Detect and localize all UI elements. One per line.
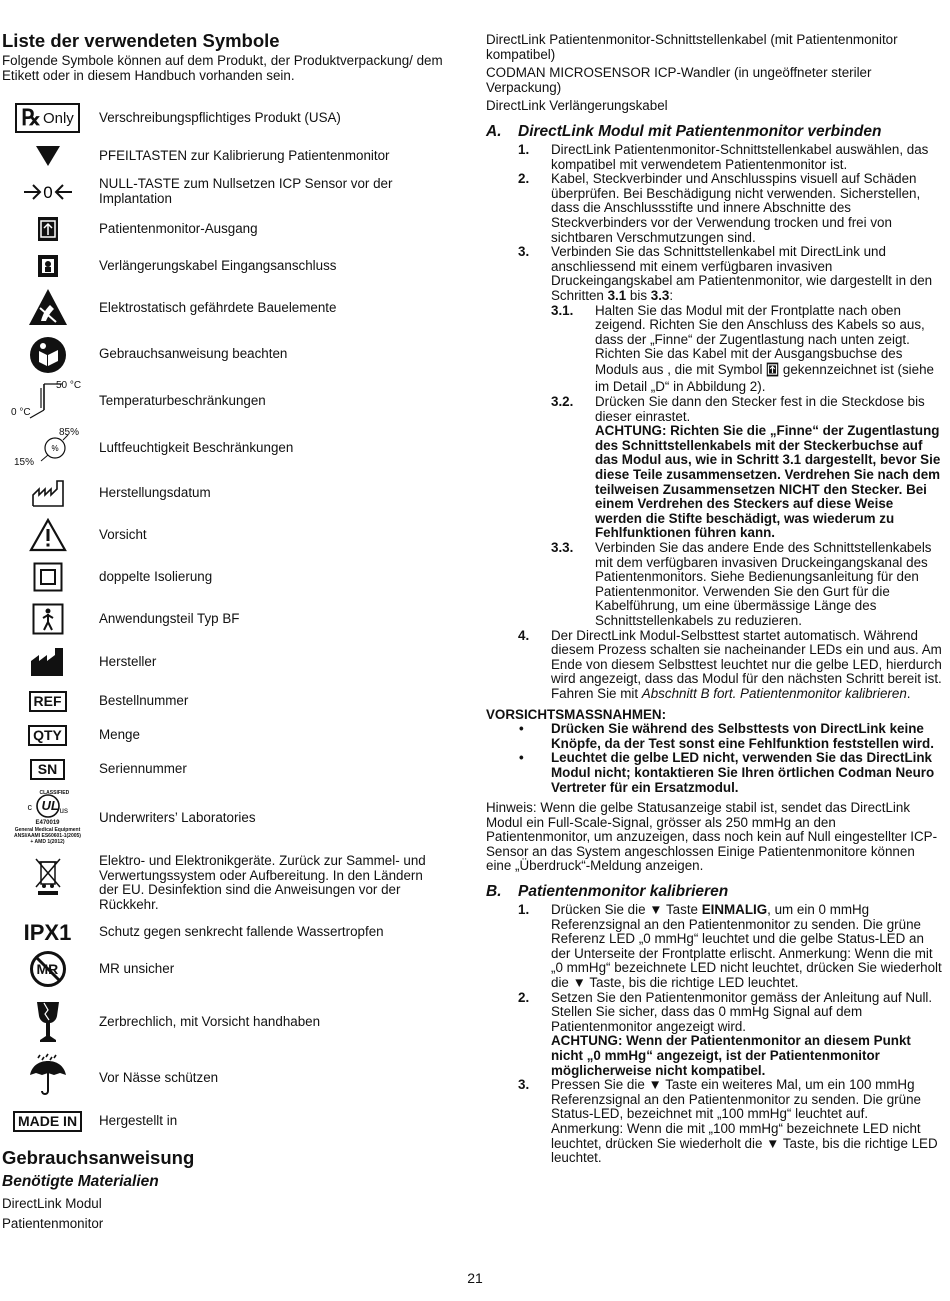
symbol-row [0, 790, 455, 848]
symbols-column [2, 30, 457, 83]
usage-section [2, 1147, 457, 1234]
manufacture-date-icon [0, 478, 95, 508]
symbol-label: Patientenmonitor-Ausgang [99, 221, 258, 236]
warning-text: ACHTUNG: Wenn der Patientenmonitor an diesem Punkt nicht „0 mmHg“ angezeigt, ist der Patientenmonitor möglicherweise nicht kompatibel. [551, 1033, 911, 1078]
symbols-title: Liste der verwendeten Symbole [2, 30, 280, 51]
made-in-box: MADE IN [13, 1111, 82, 1132]
caution-icon [0, 517, 95, 553]
step-a3-1: 3.1. Halten Sie das Modul mit der Frontplatte nach oben zeigend. Richten Sie den Anschluss des Kabels so aus, dass der „Finne“ der Zugentlastung nach unten zeigt. Richten Sie das Kabel mit der Ausgangsbuchse des Moduls aus , die mit Symbol gekennzeichnet ist (siehe im Detail „D“ in Abbildung 2). [551, 302, 935, 395]
ul-icon: CLASSIFIED UL c us E470019 General Medical Equipment ANSI/AAMI ES60601-1(2005) + AMD 1(2012) [14, 790, 81, 845]
ul-us: us [59, 806, 68, 815]
symbol-row [0, 602, 455, 636]
symbol-label: Vorsicht [99, 527, 147, 542]
step-number: 3.1. [551, 302, 574, 318]
symbol-row [0, 722, 455, 748]
step-a3-2 [486, 395, 942, 541]
step-text: Drücken Sie dann den Stecker fest in die Steckdose bis dieser einrastet. [595, 394, 925, 424]
section-b-heading [486, 882, 942, 901]
step-text: Setzen Sie den Patientenmonitor gemäss der Anleitung auf Null. Stellen Sie sicher, dass das 0 mmHg Signal auf dem Patientenmonitor angezeigt wird. [551, 989, 933, 1034]
symbol-label: Luftfeuchtigkeit Beschränkungen [99, 440, 294, 455]
symbol-row [0, 427, 455, 469]
rx-symbol: ℞ [21, 105, 41, 130]
symbol-row [0, 920, 455, 946]
ref-icon [0, 688, 95, 714]
symbol-label: Herstellungsdatum [99, 485, 211, 500]
symbol-label: Elektro- und Elektronikgeräte. Zurück zur Sammel- und Verwertungssystem oder Aufbereitung. In den Ländern der EU. Desinfektion sind die Anweisungen vor der Rückkehr. [99, 853, 426, 912]
sn-box: SN [30, 759, 65, 780]
monitor-output-icon [0, 215, 95, 243]
step-text: Drücken Sie die ▼ Taste [551, 902, 702, 918]
usage-title: Gebrauchsanweisung [2, 1147, 195, 1168]
section-a-heading [486, 122, 942, 141]
step-number: 2. [518, 989, 530, 1005]
double-insulation-icon [0, 561, 95, 593]
step-text: Halten Sie das Modul mit der Frontplatte nach oben zeigend. Richten Sie den Anschluss des Kabels so aus, dass der „Finne“ der Zugentlastung nach unten zeigt. Richten Sie das Kabel mit der Ausgangsbuchse des Moduls aus , die mit Symbol [595, 302, 925, 377]
symbol-row [0, 517, 455, 553]
esd-icon [0, 287, 95, 327]
symbols-intro: Folgende Symbole können auf dem Produkt, der Produktverpackung/ dem Etikett oder in diesem Handbuch vorhanden sein. [2, 53, 443, 83]
symbol-row [0, 756, 455, 782]
svg-text:%: % [50, 444, 59, 453]
step-a2 [486, 172, 942, 245]
material-item: DirectLink Patientenmonitor-Schnittstellenkabel (mit Patientenmonitor kompatibel) [486, 32, 898, 62]
bf-part-icon [0, 602, 95, 636]
step-b1: 1. Drücken Sie die ▼ Taste EINMALIG, um ein 0 mmHg Referenzsignal an den Patientenmonitor zu senden. Die grüne Referenz LED „0 mmHg“ leuchtet und die gelbe Status-LED an der Unterseite der Frontplatte erlischt. Anmerkung: Wenn die mit „0 mmHg“ bezeichnete LED nicht leuchtet, drücken Sie wiederholt die ▼ Taste, bis die richtige LED leuchtet. [518, 902, 942, 991]
section-title: DirectLink Modul mit Patientenmonitor verbinden [518, 122, 882, 140]
symbol-label: Schutz gegen senkrecht fallende Wassertropfen [99, 924, 384, 939]
instructions-column [486, 33, 942, 1166]
symbol-label: Bestellnummer [99, 693, 189, 708]
symbol-row [0, 998, 455, 1046]
symbol-label: Temperaturbeschränkungen [99, 393, 266, 408]
humidity-icon [0, 427, 95, 469]
symbol-label: Hersteller [99, 654, 157, 669]
symbol-label: Underwriters’ Laboratories [99, 810, 256, 825]
symbol-row [0, 645, 455, 679]
note-text: Hinweis: Wenn die gelbe Statusanzeige stabil ist, sendet das DirectLink Modul ein Full-Scale-Signal, grösser als 250 mmHg an den Patientenmonitor, um anzuzeigen, dass noch kein auf Null eingestellter ICP-Sensor an das System angeschlossen Einige Patientenmonitore können eine „Überdruck“-Meldung anzeigen. [486, 800, 938, 874]
qty-box: QTY [28, 725, 67, 746]
symbol-row [0, 176, 455, 208]
symbol-label: Zerbrechlich, mit Vorsicht handhaben [99, 1014, 321, 1029]
symbol-row [0, 688, 455, 714]
material-item: CODMAN MICROSENSOR ICP-Wandler (in ungeöffneter steriler Verpackung) [486, 65, 872, 95]
symbol-row [0, 215, 455, 243]
ul-line1: General Medical Equipment [14, 827, 81, 833]
rx-only-icon [0, 100, 95, 136]
manual-icon [0, 335, 95, 375]
symbol-row [0, 950, 455, 988]
step-a3-3 [486, 541, 942, 629]
ipx1-icon [0, 920, 95, 946]
step-number: 3. [518, 244, 530, 260]
temperature-icon [0, 380, 95, 422]
section-letter: A. [486, 122, 502, 140]
step-text: Verbinden Sie das andere Ende des Schnittstellenkabels mit dem verfügbaren invasiven Druckeingangskanal des Patientenmonitors. Siehe Bedienungsanleitung für den Patientenmonitor. Verwenden Sie den Gurt für die Kabelführung, um eine übermässige Länge des Schnittstellenkabels zu reduzieren. [595, 540, 932, 628]
step-a4: 4. Der DirectLink Modul-Selbsttest startet automatisch. Während diesem Prozess schalten sie nacheinander LEDs ein und aus. Am Ende von diesem Selbsttest leuchtet nur die gelbe LED, hierdurch wird angezeigt, dass das Modul für den nächsten Schritt bereit ist. Fahren Sie mit Abschnitt B fort. Patientenmonitor kalibrieren. [518, 627, 942, 701]
humidity-max-label: 85% [59, 427, 80, 438]
monitor-output-icon [766, 362, 779, 381]
symbol-label: NULL-TASTE zum Nullsetzen ICP Sensor vor der Implantation [99, 176, 393, 206]
step-b3 [486, 1078, 942, 1166]
symbol-label: Anwendungsteil Typ BF [99, 611, 240, 626]
precaution-item: • Leuchtet die gelbe LED nicht, verwenden Sie das DirectLink Modul nicht; kontaktieren Sie Ihren örtlichen Codman Neuro Vertreter für ein Ersatzmodul. [519, 750, 935, 795]
only-label: Only [42, 109, 74, 127]
step-number: 4. [518, 627, 530, 643]
symbol-row [0, 252, 455, 280]
zero-arrows-icon [0, 176, 95, 208]
symbol-row [0, 100, 455, 136]
symbol-label: Elektrostatisch gefährdete Bauelemente [99, 300, 337, 315]
symbol-row [0, 380, 455, 422]
material-item: Patientenmonitor [2, 1216, 104, 1231]
page-number: 21 [467, 1270, 483, 1286]
symbol-row [0, 561, 455, 593]
sn-icon [0, 756, 95, 782]
manufacturer-icon [0, 645, 95, 679]
ipx1-label: IPX1 [23, 920, 72, 945]
made-in-icon [0, 1109, 95, 1133]
step-a3: 3. Verbinden Sie das Schnittstellenkabel mit DirectLink und anschliessend mit einem verfügbaren invasiven Druckeingangskabel am Patientenmonitor, wie dargestellt in den Schritten 3.1 bis 3.3: [518, 244, 933, 303]
symbol-row [0, 1109, 455, 1133]
extension-input-icon [0, 252, 95, 280]
step-number: 2. [518, 171, 530, 187]
step-text: Verbinden Sie das Schnittstellenkabel mit DirectLink und anschliessend mit einem verfügbaren invasiven Druckeingangskabel am Patientenmonitor, wie dargestellt in den Schritten [551, 244, 933, 303]
step-number: 3.2. [551, 394, 574, 410]
weee-icon [0, 854, 95, 898]
materials-title: Benötigte Materialien [2, 1173, 159, 1190]
symbol-label: Seriennummer [99, 761, 187, 776]
temp-max-label: 50 °C [56, 380, 82, 391]
mr-label: MR [36, 961, 59, 977]
ul-code: E470019 [35, 820, 60, 826]
symbol-label: doppelte Isolierung [99, 569, 213, 584]
symbol-label: Verlängerungskabel Eingangsanschluss [99, 258, 337, 273]
symbol-row [0, 478, 455, 508]
step-number: 3.3. [551, 540, 574, 555]
ul-line3: + AMD 1(2012) [30, 839, 65, 845]
precaution-item: • Drücken Sie während des Selbsttests von DirectLink keine Knöpfe, da der Test sonst eine Fehlfunktion feststellen wird. [519, 721, 934, 751]
symbol-row [0, 287, 455, 327]
mr-unsafe-icon [0, 950, 95, 988]
section-letter: B. [486, 883, 502, 901]
ul-c: c [27, 802, 32, 812]
ul-classified: CLASSIFIED [39, 790, 70, 796]
step-text: Kabel, Steckverbinder und Anschlusspins visuell auf Schäden überprüfen. Bei Beschädigung nicht verwenden. Sicherstellen, dass die Anschlussstifte und innere Abschnitte des Steckverbinders vor der Verwendung trocken und frei von sichtbaren Verschmutzungen sind. [551, 171, 921, 245]
humidity-min-label: 15% [14, 457, 35, 468]
symbol-label: Gebrauchsanweisung beachten [99, 346, 288, 361]
material-item: DirectLink Verlängerungskabel [486, 98, 668, 114]
step-b2 [486, 991, 942, 1079]
symbol-label: PFEILTASTEN zur Kalibrierung Patientenmonitor [99, 148, 390, 163]
symbol-row [0, 143, 455, 169]
ul-line2: ANSI/AAMI ES60601-1(2005) [14, 833, 81, 839]
step-text: Pressen Sie die ▼ Taste ein weiteres Mal, um ein 100 mmHg Referenzsignal an den Patientenmonitor zu senden. Die grüne Status-LED, bezeichnet mit „100 mmHg“ leuchtet auf. Anmerkung: Wenn die mit „100 mmHg“ bezeichnete LED nicht leuchtet, drücken Sie wiederholt die ▼ Taste, bis die richtige LED leuchtet. [551, 1077, 938, 1166]
temp-min-label: 0 °C [11, 407, 31, 418]
symbol-label: Verschreibungspflichtiges Produkt (USA) [99, 110, 341, 125]
symbol-label: MR unsicher [99, 961, 175, 976]
warning-text: ACHTUNG: Richten Sie die „Finne“ der Zugentlastung des Schnittstellenkabels mit der Steckerbuchse auf das Modul aus, wie in Schritt 3.1 dargestellt, bevor Sie diese Teile zusammensetzen. Verdrehen Sie nach dem teilweisen Zusammensetzen NICHT den Stecker. Bei einem Verdrehen des Steckers auf diese Weise werden die Stifte beschädigt, was wiederum zu Fehlfunktionen führen kann. [595, 423, 941, 541]
symbol-row [0, 335, 455, 375]
ref-box: REF [29, 691, 67, 712]
step-number: 3. [518, 1077, 530, 1093]
step-a1 [486, 143, 942, 172]
step-text: Der DirectLink Modul-Selbsttest startet automatisch. Während diesem Prozess schalten sie nacheinander LEDs ein und aus. Am Ende von diesem Selbsttest leuchtet nur die gelbe LED, hierdurch wird angezeigt, dass das Modul für den nächsten Schritt bereit ist. Fahren Sie mit [551, 627, 942, 701]
symbol-row [0, 854, 455, 916]
step-number: 1. [518, 141, 530, 157]
symbol-row [0, 1052, 455, 1100]
precautions-title: VORSICHTSMASSNAHMEN: [486, 706, 667, 722]
section-title: Patientenmonitor kalibrieren [518, 883, 729, 901]
symbol-label: Vor Nässe schützen [99, 1070, 219, 1085]
step-number: 1. [518, 902, 530, 918]
symbol-label: Hergestellt in [99, 1113, 178, 1128]
down-triangle-icon [0, 143, 95, 169]
keep-dry-icon [0, 1052, 95, 1100]
svg-text:0: 0 [42, 183, 53, 202]
qty-icon [0, 722, 95, 748]
symbol-label: Menge [99, 727, 140, 742]
material-item: DirectLink Modul [2, 1196, 102, 1211]
step-text: DirectLink Patientenmonitor-Schnittstellenkabel auswählen, das kompatibel mit verwendetem Patientenmonitor ist. [551, 141, 929, 172]
fragile-icon [0, 998, 95, 1046]
